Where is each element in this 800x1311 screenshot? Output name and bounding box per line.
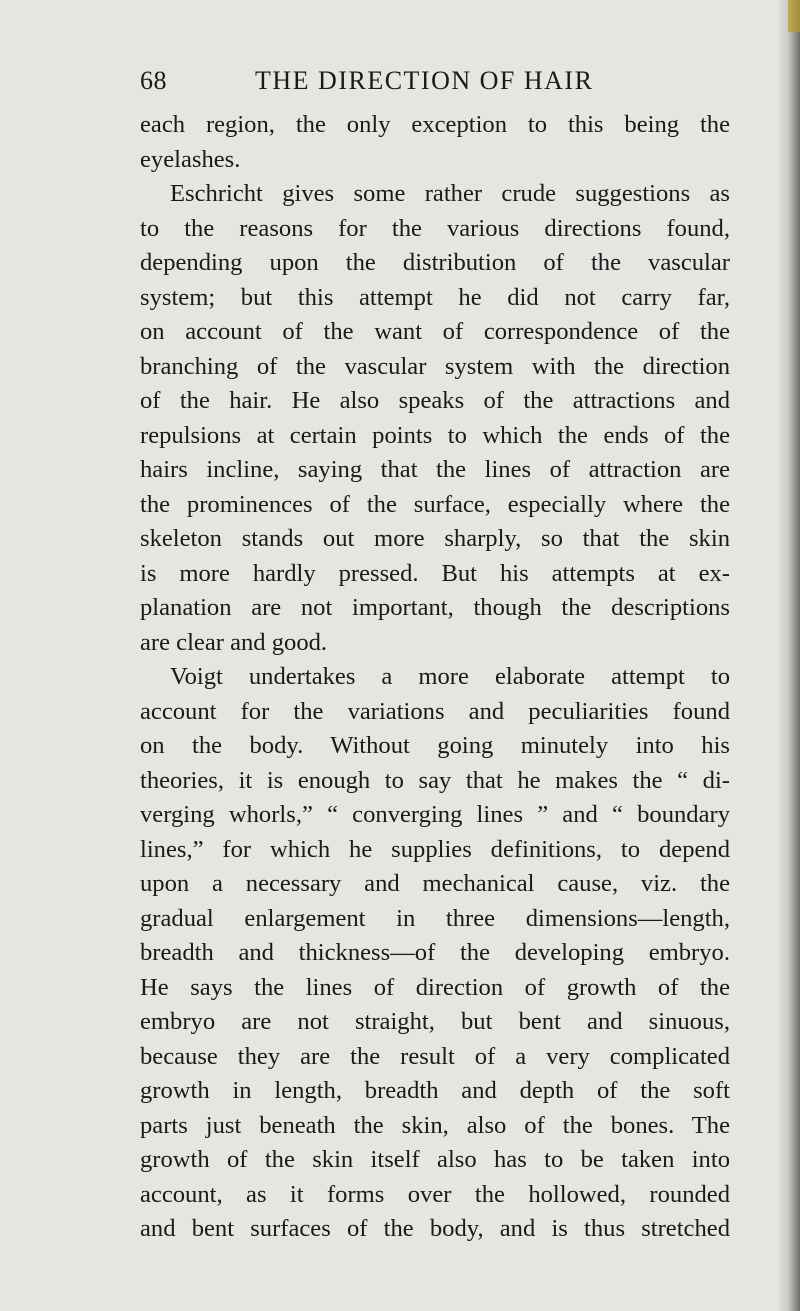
- corner-tab-mark: [788, 0, 800, 32]
- text-line: hairs incline, saying that the lines of attraction are: [140, 456, 730, 483]
- text-line: on the body. Without going minutely into his: [140, 732, 730, 759]
- text-line: theories, it is enough to say that he makes the “ di-: [140, 766, 730, 794]
- text-line: on account of the want of correspondence of the: [140, 318, 730, 345]
- text-line: upon a necessary and mechanical cause, viz. the: [140, 870, 730, 897]
- text-line: because they are the result of a very complicated: [140, 1042, 730, 1070]
- text-line: and bent surfaces of the body, and is thus stretched: [140, 1215, 730, 1242]
- text-line: growth in length, breadth and depth of the soft: [140, 1077, 730, 1104]
- text-line: of the hair. He also speaks of the attractions and: [140, 387, 730, 414]
- text-line: are clear and good.: [140, 628, 328, 656]
- text-line: lines,” for which he supplies definitions, to depend: [140, 835, 730, 863]
- text-line: account for the variations and peculiarities found: [140, 697, 730, 725]
- page-edge-shadow: [778, 0, 800, 1311]
- text-line: each region, the only exception to this being the: [140, 111, 730, 138]
- text-line: repulsions at certain points to which the ends of the: [140, 421, 730, 449]
- text-line: Eschricht gives some rather crude suggestions as: [170, 180, 730, 207]
- text-line: verging whorls,” “ converging lines ” and “ boundary: [140, 801, 730, 828]
- text-line: breadth and thickness—of the developing embryo.: [140, 939, 730, 966]
- text-line: the prominences of the surface, especially where the: [140, 490, 730, 518]
- text-line: skeleton stands out more sharply, so that the skin: [140, 525, 730, 552]
- text-line: He says the lines of direction of growth of the: [140, 973, 730, 1001]
- text-line: branching of the vascular system with the direction: [140, 352, 730, 380]
- text-line: planation are not important, though the descriptions: [140, 594, 730, 621]
- text-line: gradual enlargement in three dimensions—length,: [140, 904, 730, 932]
- text-line: growth of the skin itself also has to be taken into: [140, 1146, 730, 1173]
- text-line: is more hardly pressed. But his attempts at ex-: [140, 559, 730, 587]
- text-line: system; but this attempt he did not carry far,: [140, 283, 730, 311]
- text-line: depending upon the distribution of the vascular: [140, 249, 730, 276]
- page-number: 68: [140, 66, 167, 95]
- text-line: account, as it forms over the hollowed, rounded: [140, 1180, 730, 1208]
- text-line: eyelashes.: [140, 145, 241, 173]
- text-line: parts just beneath the skin, also of the bones. The: [140, 1111, 730, 1139]
- page-header: [140, 66, 730, 106]
- text-line: embryo are not straight, but bent and sinuous,: [140, 1008, 730, 1035]
- body-text: [140, 108, 730, 1247]
- text-line: to the reasons for the various directions found,: [140, 214, 730, 242]
- running-title: THE DIRECTION OF HAIR: [255, 66, 594, 95]
- text-line: Voigt undertakes a more elaborate attempt to: [170, 663, 730, 690]
